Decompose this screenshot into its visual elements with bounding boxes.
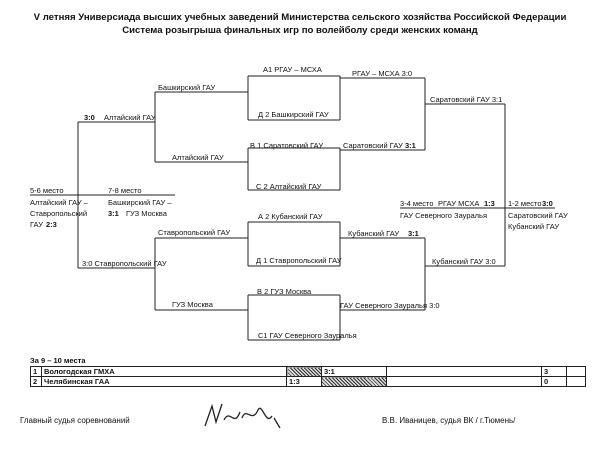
place34-team1: РГАУ МСХА: [438, 199, 480, 208]
qf1-team: Башкирский ГАУ: [158, 83, 216, 92]
place34-label: 3-4 место: [400, 199, 434, 208]
place56-score: 2:3: [46, 220, 57, 229]
bracket-c1: С1 ГАУ Северного Зауралья: [258, 331, 357, 340]
place56-line1: Алтайский ГАУ –: [30, 198, 88, 207]
bracket-d2: Д 2 Башкирский ГАУ: [258, 110, 329, 119]
place34-team2: ГАУ Северного Зауралья: [400, 211, 488, 220]
bracket-a1: А1 РГАУ – МСХА: [263, 65, 322, 74]
semi-right-bottom: Кубанский ГАУ 3:0: [432, 257, 496, 266]
table-row: [31, 377, 586, 387]
bracket-b2: В 2 ГУЗ Москва: [257, 287, 312, 296]
table-row: [31, 367, 586, 377]
qf4-team: Кубанский ГАУ: [348, 229, 400, 238]
bracket-b1: В 1 Саратовский ГАУ: [250, 141, 324, 150]
row-blank: [387, 367, 542, 377]
place56-line3: ГАУ: [30, 220, 43, 229]
semi-left-bottom: 3:0 Ставропольский ГАУ: [82, 259, 167, 268]
row-r2: 3:1: [322, 367, 387, 377]
title-line-1: V летняя Универсиада высших учебных заведений Министерства сельского хозяйства Российской Федерации: [33, 12, 567, 23]
qf2-score: 3:1: [405, 141, 416, 150]
place12-label: 1-2 место: [508, 199, 542, 208]
place12-score: 3:0: [542, 199, 553, 208]
row-team: Вологодская ГМХА: [42, 367, 287, 377]
qf3-team: Ставропольский ГАУ: [158, 228, 231, 237]
row-pts: 3: [542, 367, 567, 377]
bracket-a2: А 2 Кубанский ГАУ: [258, 212, 323, 221]
place78-score: 3:1: [108, 209, 119, 218]
place12-team1: Саратовский ГАУ: [508, 211, 568, 220]
place78-line1: Башкирский ГАУ –: [108, 198, 172, 207]
title-line-2: Система розыгрыша финальных игр по волейболу среди женских команд: [122, 25, 478, 36]
semi-left-top-team: Алтайский ГАУ: [104, 113, 156, 122]
table-caption: За 9 – 10 места: [30, 356, 86, 365]
signature: [200, 398, 290, 438]
place78-line2: ГУЗ Москва: [126, 209, 167, 218]
semi-right-top: Саратовский ГАУ 3:1: [430, 95, 503, 104]
place34-score: 1:3: [484, 199, 495, 208]
qf2-team: Саратовский ГАУ: [343, 141, 403, 150]
standings-table: [30, 366, 586, 387]
row-r1: 1:3: [287, 377, 322, 387]
qf4-score: 3:1: [408, 229, 419, 238]
place12-team2: Кубанский ГАУ: [508, 222, 560, 231]
judge-label: Главный судья соревнований: [20, 416, 130, 425]
qf2-winner: РГАУ – МСХА 3:0: [352, 69, 413, 78]
row-end: [567, 377, 586, 387]
place78-label: 7-8 место: [108, 186, 142, 195]
row-blank: [387, 377, 542, 387]
row-end: [567, 367, 586, 377]
judge-name: В.В. Иваницев, судья ВК / г.Тюмень/: [382, 416, 516, 425]
qf4b-team: ГАУ Северного Зауралья 3:0: [340, 301, 440, 310]
qf3-loser: ГУЗ Москва: [172, 300, 213, 309]
row-self-cell: [322, 377, 387, 387]
qf1-loser: Алтайский ГАУ: [172, 153, 224, 162]
row-num: 2: [31, 377, 42, 387]
row-num: 1: [31, 367, 42, 377]
bracket-d1: Д 1 Ставропольский ГАУ: [256, 256, 342, 265]
row-team: Челябинская ГАА: [42, 377, 287, 387]
place56-line2: Ставропольский: [30, 209, 88, 218]
place56-label: 5-6 место: [30, 186, 64, 195]
bracket-c2: С 2 Алтайский ГАУ: [256, 182, 322, 191]
row-pts: 0: [542, 377, 567, 387]
row-self-cell: [287, 367, 322, 377]
semi-left-top-score: 3:0: [84, 113, 95, 122]
